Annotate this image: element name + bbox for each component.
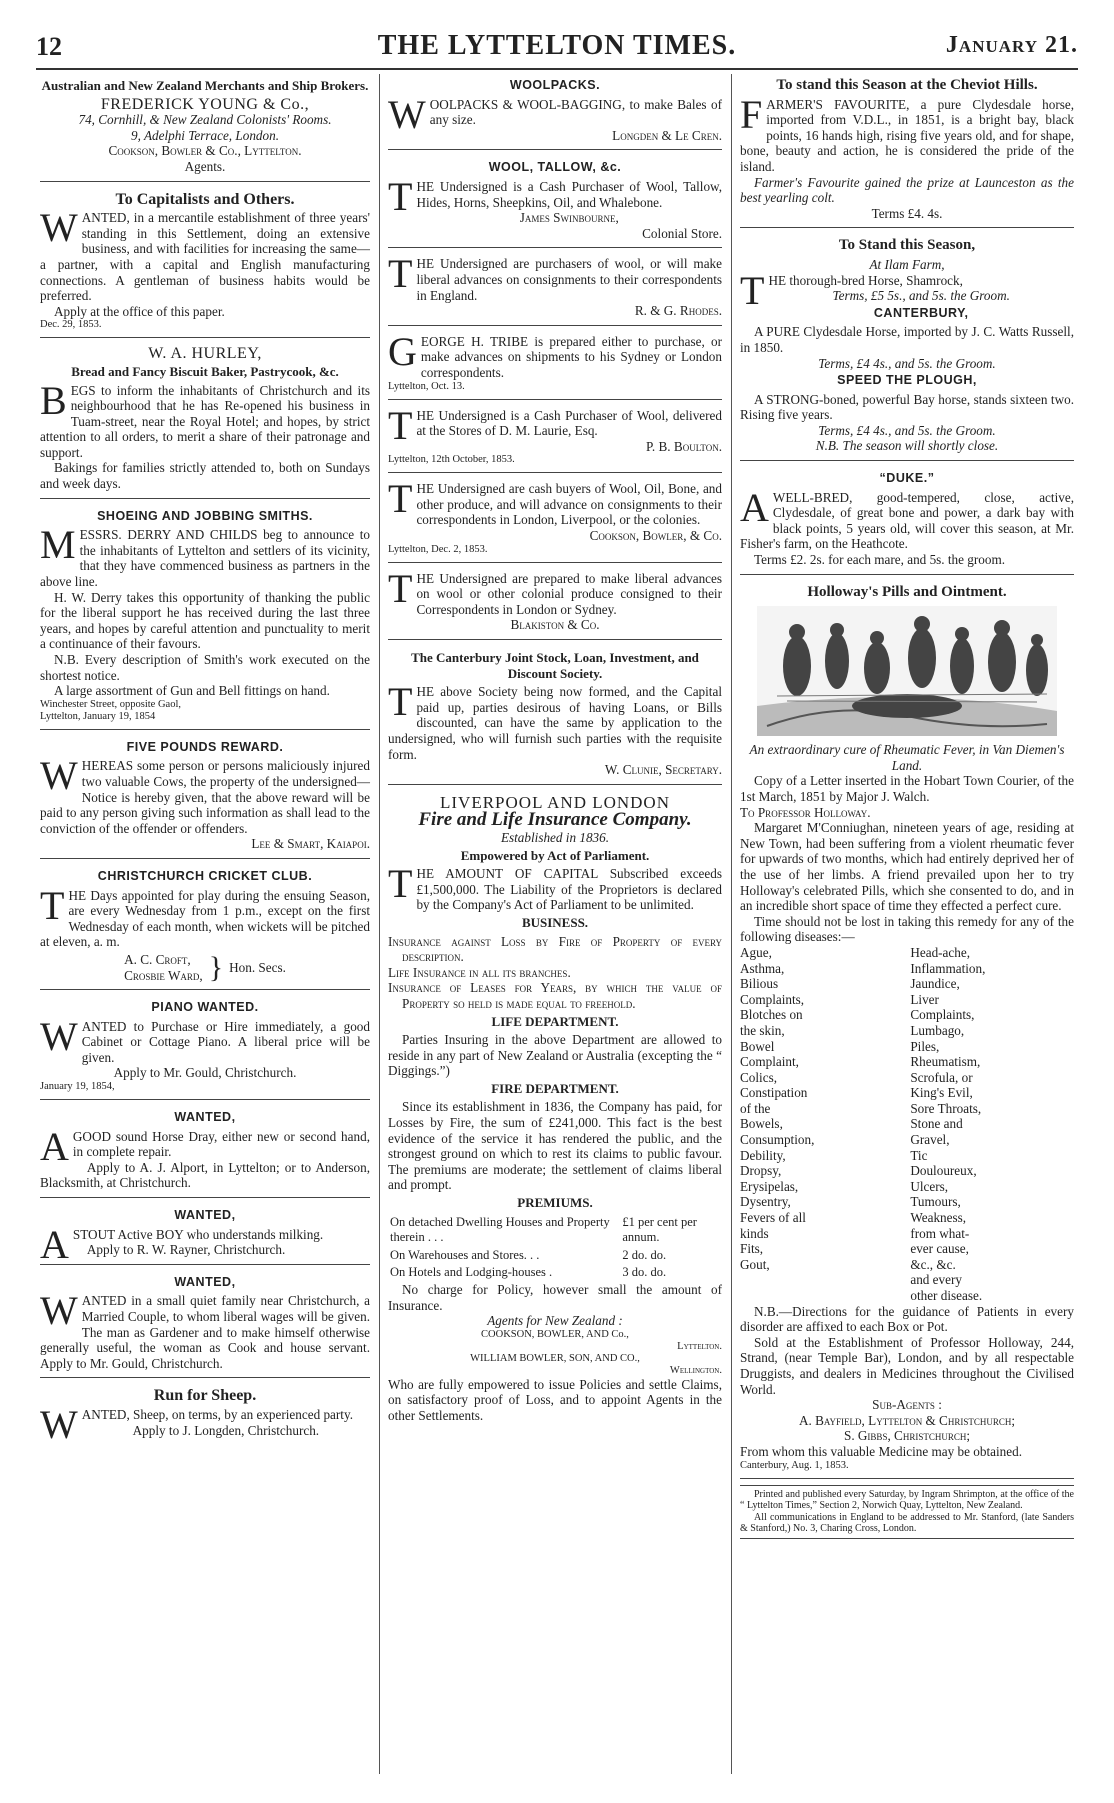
drop-cap: T <box>388 173 413 219</box>
ad-address: 9, Adelphi Terrace, London. <box>131 127 279 143</box>
disease-item: Blotches on the skin, <box>740 1007 803 1038</box>
brace-icon: } <box>208 950 224 984</box>
column-rule <box>731 74 732 1774</box>
ad-signature: Colonial Store. <box>642 225 722 241</box>
ad-signature: James Swinbourne, <box>519 210 619 226</box>
disease-item: Ague, <box>740 944 772 960</box>
ad-body: Sold at the Establishment of Professor Holloway, 244, Strand, (near Temple Bar), London, and by all respectable Druggists, and dealers in Medicines throughout the Civilised World. <box>740 1334 1074 1397</box>
advert-woolpacks <box>388 74 722 150</box>
ad-body: A large assortment of Gun and Bell fittings on hand. <box>54 683 330 699</box>
header-rule <box>36 68 1078 70</box>
drop-cap: W <box>40 1288 78 1334</box>
ad-agent: S. Gibbs, Christchurch; <box>843 1428 971 1444</box>
ad-date: Lyttelton, 12th October, 1853. <box>388 454 515 466</box>
table-cell: On Warehouses and Stores. . . <box>390 1247 540 1262</box>
disease-item: Asthma, <box>740 960 785 976</box>
ad-heading: LIVERPOOL AND LONDON <box>440 792 670 812</box>
drop-cap: T <box>388 565 413 611</box>
disease-item: Scrofula, or King's Evil, <box>910 1069 973 1101</box>
page-number: 12 <box>36 32 62 61</box>
ad-subheading: At Ilam Farm, <box>869 256 945 272</box>
premiums-table <box>388 1214 722 1282</box>
disease-item: ever cause, &c., &c. <box>910 1241 969 1272</box>
ad-body: Apply to R. W. Rayner, Christchurch. <box>86 1242 286 1258</box>
ad-apply: Apply at the office of this paper. <box>54 303 225 319</box>
advert-run-for-sheep <box>40 1384 370 1447</box>
diseases-right <box>910 945 1074 1304</box>
ad-body: WELL-BRED, good-tempered, close, active, Clydesdale, of great bone and power, a dark bay with black points, 5 years old, will cover this season, at Mr. Fisher's farm, on the Heathcote. <box>740 489 1074 552</box>
ad-apply: Apply to J. Longden, Christchurch. <box>132 1422 320 1438</box>
advert-holloways-pills <box>740 581 1074 1479</box>
ad-note: N.B. The season will shortly close. <box>815 438 999 454</box>
drop-cap: W <box>388 91 426 137</box>
ad-signature: P. B. Boulton. <box>646 438 722 454</box>
advert-horse-dray <box>40 1106 370 1198</box>
advert-boulton <box>388 402 722 474</box>
ad-body: OOLPACKS & WOOL-BAGGING, to make Bales of any size. <box>429 96 722 128</box>
ad-body: ANTED, in a mercantile establishment of three years' standing in this Settlement, doing an extensive business, and with facilities for increasing the same—a partner, with a capital and English manufacturing connections. A gentleman of business habits would be preferred. <box>40 210 370 304</box>
ad-heading: The Canterbury Joint Stock, Loan, Investment, and Discount Society. <box>411 650 699 681</box>
ad-body: EGS to inform the inhabitants of Christchurch and its neighbourhood that he has Re-opened his business in Tuam-street, near the Royal Hotel; and hopes, by strict attention to all orders, to merit a share of their patronage and support. <box>40 382 370 460</box>
ad-body: H. W. Derry takes this opportunity of thanking the public for the liberal support he has received during the last three years, and hopes by careful attention and punctuality to merit a continuance of their favours. <box>40 589 370 652</box>
ad-terms: Terms £4. 4s. <box>871 205 943 221</box>
disease-item: Head-ache, <box>910 944 971 960</box>
ad-agent: COOKSON, BOWLER, AND Co., <box>481 1328 629 1340</box>
ad-body: HE Undersigned are cash buyers of Wool, Oil, Bone, and other produce, and will advance on consignments to their correspondents in London, Liverpool, or the colonies. <box>416 481 722 528</box>
ad-body: HE Undersigned are purchasers of wool, or will make liberal advances on consignments to their correspondents in England. <box>416 256 722 303</box>
disease-item: Jaundice, <box>910 976 960 992</box>
disease-item: Colics, <box>740 1069 777 1085</box>
disease-item: Sore Throats, <box>910 1100 982 1116</box>
ad-heading: CANTERBURY, <box>873 305 969 320</box>
disease-item: Consumption, <box>740 1132 815 1148</box>
ad-terms: Terms, £5 5s., and 5s. the Groom. <box>832 288 1010 304</box>
advert-tribe <box>388 328 722 400</box>
disease-item: Debility, <box>740 1147 786 1163</box>
disease-item: Bowels, <box>740 1116 783 1132</box>
ad-body: HE Undersigned is a Cash Purchaser of Wool, delivered at the Stores of D. M. Laurie, Esq. <box>416 407 722 439</box>
ad-body: Insurance against Loss by Fire of Property of every description. <box>388 933 722 965</box>
drop-cap: T <box>388 679 413 725</box>
ad-body: HE thorough-bred Horse, Shamrock, <box>768 272 963 288</box>
table-cell: 2 do. do. <box>622 1247 667 1262</box>
disease-item: Fevers of all kinds <box>740 1210 806 1241</box>
ad-body: Apply to A. J. Alport, in Lyttelton; or to Anderson, Blacksmith, at Christchurch. <box>40 1159 370 1191</box>
disease-item: Tumours, <box>910 1194 961 1210</box>
advert-duke <box>740 467 1074 575</box>
disease-item: Dropsy, <box>740 1163 782 1179</box>
drop-cap: W <box>40 1013 78 1059</box>
disease-item: Bilious Complaints, <box>740 976 805 1007</box>
disease-item: Liver Complaints, <box>910 991 975 1023</box>
ad-body: GOOD sound Horse Dray, either new or second hand, in complete repair. <box>72 1128 370 1160</box>
disease-item: Stone and Gravel, <box>910 1116 963 1148</box>
drop-cap: G <box>388 328 417 374</box>
ad-signature: Blakiston & Co. <box>510 617 600 633</box>
advert-liverpool-london-insurance <box>388 791 722 1430</box>
ad-date: Lyttelton, Dec. 2, 1853. <box>388 543 488 555</box>
disease-item: Tic Douloureux, <box>910 1147 977 1179</box>
table-cell: On Hotels and Lodging-houses . <box>390 1265 553 1280</box>
ad-heading: Run for Sheep. <box>153 1387 257 1405</box>
ad-terms: Terms, £4 4s., and 5s. the Groom. <box>818 422 996 438</box>
disease-item: Erysipelas, <box>740 1178 799 1194</box>
drop-cap: T <box>388 861 413 907</box>
advert-hurley <box>40 344 370 498</box>
ad-body: Copy of a Letter inserted in the Hobart Town Courier, of the 1st March, 1851 by Major J. Walch. <box>740 773 1074 804</box>
advert-married-couple <box>40 1271 370 1379</box>
ad-body: EORGE H. TRIBE is prepared either to purchase, or make advances on shipments to his Sydney or London correspondents. <box>420 333 722 380</box>
drop-cap: A <box>740 484 769 530</box>
ad-heading: Holloway's Pills and Ointment. <box>807 583 1007 600</box>
ad-signature: Crosbie Ward, <box>124 967 203 983</box>
advert-cricket-club <box>40 865 370 990</box>
disease-item: Gout, <box>740 1256 770 1272</box>
ad-body: Terms £2. 2s. for each mare, and 5s. the groom. <box>754 552 1006 568</box>
ad-date: Lyttelton, Oct. 13. <box>388 380 465 392</box>
ad-body: Farmer's Favourite gained the prize at Launceston as the best yearling colt. <box>740 174 1074 206</box>
ad-signature: R. & G. Rhodes. <box>634 303 722 319</box>
ad-body: HE AMOUNT OF CAPITAL Subscribed exceeds £1,500,000. The Liability of the Proprietors is declared by the Company's Act of Parliament to be unlimited. <box>416 866 722 913</box>
disease-item: Rheumatism, <box>910 1054 981 1070</box>
ad-signature: Lee & Smart, Kaiapoi. <box>251 836 370 852</box>
disease-item: Dysentry, <box>740 1194 791 1210</box>
ad-body: From whom this valuable Medicine may be obtained. <box>740 1443 1023 1459</box>
ad-agent-location: Lyttelton. <box>677 1340 722 1352</box>
issue-date: January 21. <box>945 32 1078 58</box>
ad-signature: Cookson, Bowler, & Co. <box>589 528 722 544</box>
disease-item: Bowel Complaint, <box>740 1038 799 1070</box>
ad-established: Established in 1836. <box>500 829 610 845</box>
column-rule <box>379 74 380 1774</box>
advert-farmers-favourite <box>740 74 1074 228</box>
ad-body: ANTED in a small quiet family near Christchurch, a Married Couple, to whom liberal wages will be given. The man as Gardener and to make himself otherwise generally useful, the woman as Cook and house servant. Apply to Mr. Gould, Christchurch. <box>40 1293 370 1371</box>
ad-body: HE above Society being now formed, and the Capital paid up, parties desirous of having Loans, or Bills discounted, can have the same by application to the undersigned, who will furnish such parties with the requisite form. <box>388 684 722 762</box>
drop-cap: T <box>388 476 413 522</box>
disease-item: Ulcers, <box>910 1178 949 1194</box>
ad-agent: WILLIAM BOWLER, SON, AND CO., <box>470 1352 640 1364</box>
drop-cap: A <box>40 1221 69 1267</box>
disease-item: and every other disease. <box>910 1272 983 1303</box>
ad-subagents: Sub-Agents : <box>872 1397 942 1413</box>
disease-item: Constipation of the <box>740 1085 808 1116</box>
ad-agents: Agents for New Zealand : <box>487 1313 623 1329</box>
imprint-text: Printed and published every Saturday, by Ingram Shrimpton, at the office of the “ Lyttelton Times,” Section 2, Norwich Quay, Lyttelton, New Zealand. <box>740 1488 1074 1512</box>
ad-body: ARMER'S FAVOURITE, a pure Clydesdale horse, imported from V.D.L., in 1851, is a bright bay, black points, 16 hands high, rising five years old, and for shape, bone, beauty and action, he is considered the pride of the island. <box>740 96 1074 174</box>
advert-blakiston <box>388 565 722 640</box>
ad-address: 74, Cornhill, & New Zealand Colonists' Rooms. <box>78 112 332 128</box>
disease-item: Lumbago, <box>910 1022 965 1038</box>
ad-heading: SPEED THE PLOUGH, <box>837 373 977 388</box>
ad-signatures <box>40 952 370 983</box>
table-row <box>388 1264 722 1282</box>
page-header <box>36 30 1078 66</box>
ad-signature: A. C. Croft, <box>124 951 191 967</box>
column-2 <box>388 74 722 1436</box>
ad-address: Lyttelton, January 19, 1854 <box>40 710 156 722</box>
ad-agent: A. Bayfield, Lyttelton & Christchurch; <box>798 1412 1016 1428</box>
drop-cap: M <box>40 522 76 568</box>
ad-heading: SHOEING AND JOBBING SMITHS. <box>97 508 313 523</box>
ad-address: Winchester Street, opposite Gaol, <box>40 698 181 710</box>
ad-body: Who are fully empowered to issue Policies and settle Claims, on satisfactory proof of Loss, and to appoint Agents in the other Settlements. <box>388 1376 722 1423</box>
drop-cap: T <box>740 267 765 313</box>
ad-heading: PIANO WANTED. <box>151 1000 259 1015</box>
advert-reward <box>40 736 370 859</box>
ad-body: HE Undersigned are prepared to make liberal advances on wool or other colonial produce consigned to their Correspondents in London or Sydney. <box>416 570 722 617</box>
ad-body: HE Undersigned is a Cash Purchaser of Wool, Tallow, Hides, Horns, Sheepkins, Oil, and Whalebone. <box>416 178 722 210</box>
ad-body: Time should not be lost in taking this remedy for any of the following diseases:— <box>740 913 1074 945</box>
disease-item: Weakness, from what- <box>910 1210 970 1241</box>
ad-heading: WANTED, <box>174 1208 236 1223</box>
disease-item: Fits, <box>740 1241 764 1257</box>
ad-body: Margaret M'Conniughan, nineteen years of age, residing at New Town, had been suffering from a violent rheumatic fever for upwards of two months, which had entirely deprived her of the use of her limbs. A friend prevailed upon her to try Holloway's celebrated Pills, which she consented to do, and in an incredible short space of time they effected a perfect cure. <box>740 820 1074 914</box>
drop-cap: W <box>40 205 78 251</box>
ad-body: N.B.—Directions for the guidance of Patients in every disorder are affixed to each Box or Pot. <box>740 1303 1074 1335</box>
advert-frederick-young <box>40 74 370 182</box>
ad-body: Life Insurance in all its branches. <box>388 964 571 980</box>
ad-agents: Cookson, Bowler & Co., Lyttelton. <box>108 143 302 159</box>
ad-heading: To Capitalists and Others. <box>115 190 295 208</box>
disease-item: Inflammation, <box>910 960 986 976</box>
advert-wool-tallow <box>388 156 722 248</box>
ad-body: HEREAS some person or persons maliciously injured two valuable Cows, the property of the undersigned—Notice is hereby given, that the above reward will be paid to any person giving such information as shall lead to the conviction of the offender or offenders. <box>40 758 370 836</box>
ad-body: Since its establishment in 1836, the Company has paid, for Losses by Fire, the sum of £241,000. This fact is the best evidence of the service it has rendered the public, and the strongest ground on which to rest its claims to public favour. The premiums are moderate; the settlement of claims liberal and prompt. <box>388 1099 722 1193</box>
column-3 <box>740 74 1074 1539</box>
advert-ilam-farm <box>740 234 1074 461</box>
ad-heading-blackletter: Fire and Life Insurance Company. <box>418 809 692 831</box>
ad-body: N.B. Every description of Smith's work executed on the shortest notice. <box>40 652 370 683</box>
ad-body: HE Days appointed for play during the ensuing Season, are every Wednesday from 1 p.m., except on the first Wednesday of each month, when wickets will be pitched at eleven, a. m. <box>40 887 370 950</box>
ad-heading: WANTED, <box>174 1274 236 1289</box>
drop-cap: T <box>388 251 413 297</box>
ad-heading: FIVE POUNDS REWARD. <box>126 739 284 754</box>
ad-date: Dec. 29, 1853. <box>40 319 102 331</box>
ad-heading: To stand this Season at the Cheviot Hills. <box>776 77 1038 93</box>
ad-body: Bakings for families strictly attended to, both on Sundays and week days. <box>40 460 370 492</box>
drop-cap: B <box>40 377 67 423</box>
table-cell: 3 do. do. <box>622 1265 667 1280</box>
ad-agents: Agents. <box>184 158 226 174</box>
advert-joint-stock <box>388 646 722 785</box>
ad-subheading: FIRE DEPARTMENT. <box>491 1080 619 1096</box>
ad-terms: Terms, £4 4s., and 5s. the Groom. <box>818 355 996 371</box>
ad-name: W. A. HURLEY, <box>148 345 262 363</box>
ad-body: No charge for Policy, however small the amount of Insurance. <box>388 1282 722 1313</box>
ad-heading: WANTED, <box>174 1110 236 1125</box>
ad-body: ANTED to Purchase or Hire immediately, a good Cabinet or Cottage Piano. A liberal price will be given. <box>81 1018 370 1065</box>
advert-rhodes <box>388 251 722 325</box>
ad-heading: WOOL, TALLOW, &c. <box>488 160 622 175</box>
imprint-text: All communications in England to be addressed to Mr. Stanford, (late Sanders & Stanford,) No. 3, Charing Cross, London. <box>740 1511 1074 1535</box>
ad-body: ANTED, Sheep, on terms, by an experienced party. <box>81 1406 353 1422</box>
drop-cap: W <box>40 1401 78 1447</box>
ad-act: Empowered by Act of Parliament. <box>460 847 650 863</box>
advert-capitalists <box>40 188 370 339</box>
advert-smiths <box>40 505 370 730</box>
ad-body: Parties Insuring in the above Department are allowed to reside in any part of New Zealand or Australia (excepting the “ Diggings.”) <box>388 1032 722 1079</box>
ad-agent-location: Wellington. <box>669 1364 722 1376</box>
ad-body: STOUT Active BOY who understands milking. <box>72 1226 324 1242</box>
newspaper-title: THE LYTTELTON TIMES. <box>377 30 737 61</box>
ad-heading: WOOLPACKS. <box>509 78 601 92</box>
drop-cap: F <box>740 91 763 137</box>
imprint <box>740 1485 1074 1539</box>
advert-stout-boy <box>40 1204 370 1265</box>
drop-cap: W <box>40 753 78 799</box>
ad-body: A PURE Clydesdale Horse, imported by J. C. Watts Russell, in 1850. <box>740 324 1074 355</box>
ad-date: January 19, 1854, <box>40 1081 115 1093</box>
table-row <box>388 1214 722 1247</box>
drop-cap: T <box>40 882 65 928</box>
drop-cap: T <box>388 402 413 448</box>
ad-body: Insurance of Leases for Years, by which the value of Property so held is made equal to freehold. <box>388 980 722 1011</box>
table-row <box>388 1247 722 1265</box>
diseases-left <box>740 945 904 1304</box>
ad-heading: CHRISTCHURCH CRICKET CLUB. <box>97 868 313 883</box>
disease-item: Piles, <box>910 1038 940 1054</box>
ad-body: To Professor Holloway. <box>740 804 871 820</box>
ad-subheading: LIFE DEPARTMENT. <box>491 1013 619 1029</box>
ad-heading: Australian and New Zealand Merchants and Ship Brokers. <box>41 78 369 93</box>
ad-signature: Hon. Secs. <box>229 959 286 975</box>
diseases-list <box>740 945 1074 1304</box>
advert-piano <box>40 996 370 1100</box>
engraving-illustration <box>757 606 1057 736</box>
ad-signature: Longden & Le Cren. <box>612 127 722 143</box>
ad-date: Canterbury, Aug. 1, 1853. <box>740 1459 849 1471</box>
ad-apply: Apply to Mr. Gould, Christchurch. <box>113 1065 297 1081</box>
table-cell: On detached Dwelling Houses and Property therein . . . <box>390 1214 610 1245</box>
ad-trade: Bread and Fancy Biscuit Baker, Pastrycook, &c. <box>71 363 339 379</box>
advert-cookson <box>388 476 722 562</box>
image-caption: An extraordinary cure of Rheumatic Fever, in Van Diemen's Land. <box>749 742 1065 773</box>
ad-body: ESSRS. DERRY AND CHILDS beg to announce to the inhabitants of Lyttelton and settlers of its vicinity, that they have commenced business as partners in the above line. <box>40 527 370 590</box>
ad-heading: To Stand this Season, <box>838 237 976 254</box>
ad-signature: W. Clunie, Secretary. <box>604 762 722 778</box>
table-cell: £1 per cent per annum. <box>622 1214 697 1245</box>
ad-body: A STRONG-boned, powerful Bay horse, stands sixteen two. Rising five years. <box>740 391 1074 423</box>
ad-name: FREDERICK YOUNG & Co., <box>100 95 310 113</box>
ad-subheading: BUSINESS. <box>521 914 589 930</box>
drop-cap: A <box>40 1123 69 1169</box>
column-1 <box>40 74 370 1450</box>
ad-heading: “DUKE.” <box>879 471 935 486</box>
ad-subheading: PREMIUMS. <box>517 1195 593 1211</box>
